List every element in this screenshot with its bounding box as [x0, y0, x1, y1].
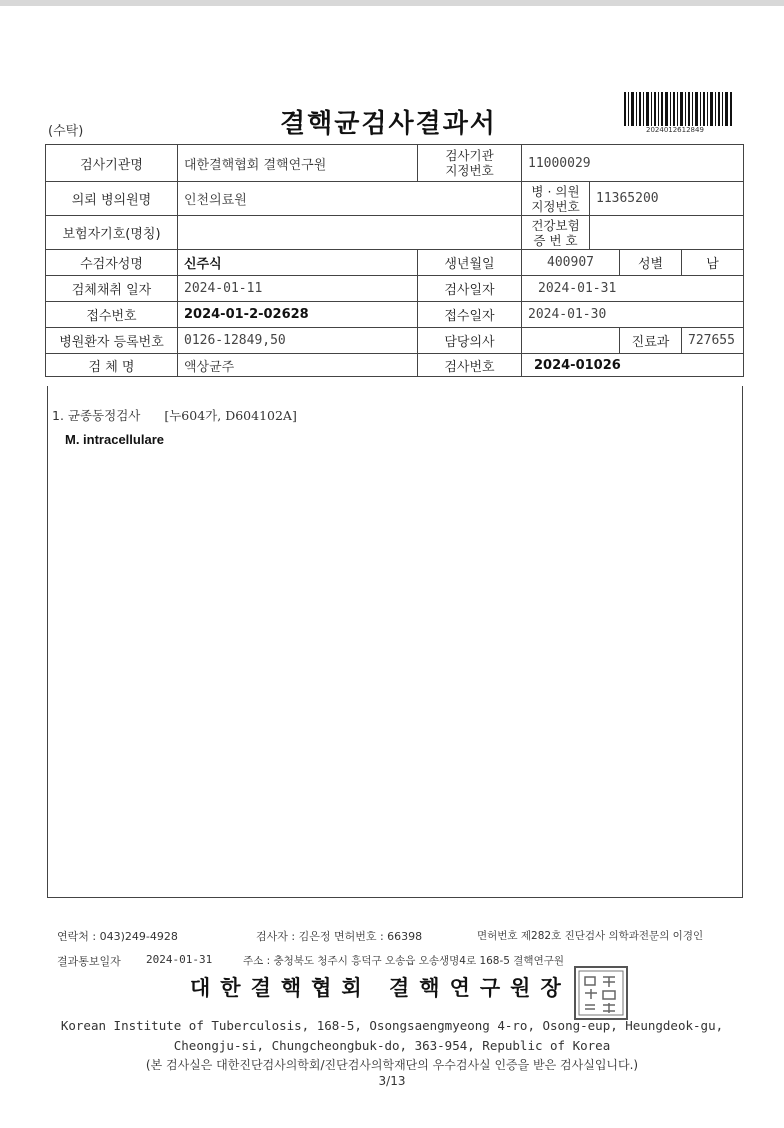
org-code-label-line: 검사기관 [445, 148, 494, 163]
patient-name-value: 신주식 [178, 250, 418, 276]
copy-label: (수탁) [48, 124, 84, 139]
department-label: 진료과 [620, 328, 682, 354]
table-row [46, 328, 744, 354]
org-code-label-line: 지정번호 [445, 163, 494, 178]
certification-note: (본 검사실은 대한진단검사의학회/진단검사의학재단의 우수검사실 인증을 받은 검사실입니다.) [145, 1058, 639, 1072]
org-code-label [418, 145, 522, 182]
hospital-label: 의뢰 병의원명 [46, 182, 178, 216]
official-seal-icon [573, 965, 629, 1021]
result-item-code: [누604가, D604102A] [164, 408, 297, 423]
institute-name: 대한결핵협회 결핵연구원장 [190, 976, 571, 1000]
result-item [52, 406, 297, 424]
receipt-no-label: 접수번호 [46, 302, 178, 328]
hospital-code-label-line: 병 · 의원 [531, 183, 580, 199]
test-date-value: 2024-01-31 [522, 276, 744, 302]
page-number: 3/13 [378, 1074, 406, 1088]
health-insurance-value [590, 216, 744, 250]
hospital-value: 인천의료원 [178, 182, 522, 216]
organism-result: M. intracellulare [65, 432, 164, 447]
org-value: 대한결핵협회 결핵연구원 [178, 145, 418, 182]
hospital-code-label [522, 182, 590, 216]
receipt-no-value: 2024-01-2-02628 [178, 302, 418, 328]
table-row [46, 302, 744, 328]
patient-reg-label: 병원환자 등록번호 [46, 328, 178, 354]
sex-label: 성별 [620, 250, 682, 276]
table-row [46, 182, 744, 216]
health-insurance-label-line: 건강보험 [531, 217, 580, 233]
receipt-date-label: 접수일자 [418, 302, 522, 328]
english-address-line-2: Cheongju-si, Chungcheongbuk-do, 363-954, Republic of Korea [173, 1038, 611, 1053]
specimen-value: 액상균주 [178, 354, 418, 377]
result-area [47, 386, 743, 898]
sex-value: 남 [682, 250, 744, 276]
receipt-date-value: 2024-01-30 [522, 302, 744, 328]
hospital-code-value: 11365200 [590, 182, 744, 216]
org-label: 검사기관명 [46, 145, 178, 182]
doctor-label: 담당의사 [418, 328, 522, 354]
patient-name-label: 수검자성명 [46, 250, 178, 276]
english-address-line-1: Korean Institute of Tuberculosis, 168-5, Osongsaengmyeong 4-ro, Osong-eup, Heungdeok-gu, [60, 1018, 724, 1033]
table-row [46, 276, 744, 302]
birth-value: 400907 [522, 250, 620, 276]
patient-reg-value: 0126-12849,50 [178, 328, 418, 354]
health-insurance-label [522, 216, 590, 250]
test-no-value: 2024-01026 [522, 354, 744, 377]
report-date-value: 2024-01-31 [146, 953, 213, 966]
collection-date-value: 2024-01-11 [178, 276, 418, 302]
org-code-value: 11000029 [522, 145, 744, 182]
examiner-info: 검사자 : 김은정 면허번호 : 66398 [256, 930, 423, 943]
patient-info-table [45, 144, 744, 377]
insurer-value [178, 216, 522, 250]
barcode-icon [624, 92, 732, 126]
report-date-label: 결과통보일자 [57, 955, 121, 968]
contact-info: 연락처 : 043)249-4928 [57, 930, 178, 943]
doctor-value [522, 328, 620, 354]
test-no-label: 검사번호 [418, 354, 522, 377]
table-row [46, 250, 744, 276]
insurer-label: 보험자기호(명칭) [46, 216, 178, 250]
table-row [46, 145, 744, 182]
result-item-label: 1. 균종동정검사 [52, 408, 141, 423]
birth-label: 생년월일 [418, 250, 522, 276]
barcode-number: 2024012612849 [646, 126, 704, 134]
health-insurance-label-line: 증 번 호 [533, 232, 578, 248]
page-title: 결핵균검사결과서 [280, 109, 497, 139]
hospital-code-label-line: 지정번호 [531, 198, 580, 214]
test-date-label: 검사일자 [418, 276, 522, 302]
collection-date-label: 검체채취 일자 [46, 276, 178, 302]
table-row [46, 216, 744, 250]
address-info: 주소 : 충청북도 청주시 흥덕구 오송읍 오송생명4로 168-5 결핵연구원 [243, 955, 565, 967]
specimen-label: 검 체 명 [46, 354, 178, 377]
license-info: 면허번호 제282호 진단검사 의학과전문의 이경인 [477, 930, 704, 942]
table-row [46, 354, 744, 377]
department-value: 727655 [682, 328, 744, 354]
